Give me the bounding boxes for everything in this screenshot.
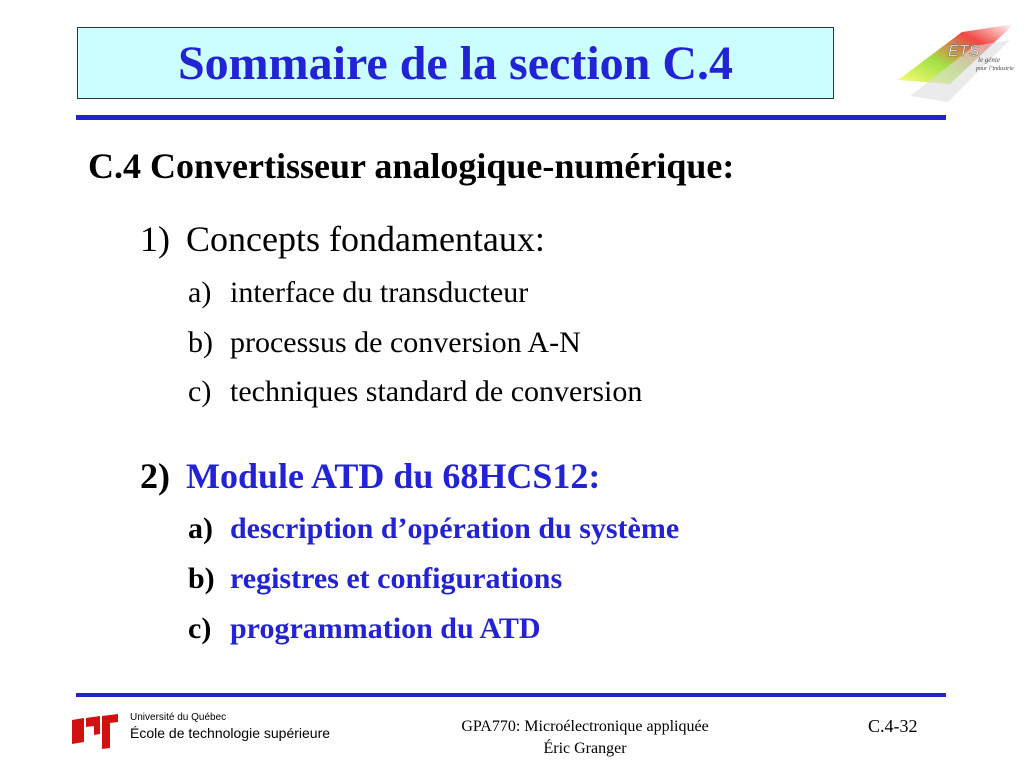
section-1-item-c xyxy=(188,375,642,409)
section-1-item-b xyxy=(188,326,581,360)
ets-logo-tagline-2: pour l’industrie xyxy=(976,66,1014,72)
section-1-item-c-letter: c) xyxy=(188,375,212,408)
footer-school: École de technologie supérieure xyxy=(130,725,331,741)
uq-ets-logo-icon xyxy=(70,712,120,750)
section-2-label: Module ATD du 68HCS12: xyxy=(186,456,601,496)
section-2-item-b-letter: b) xyxy=(188,562,215,595)
section-1-item-b-letter: b) xyxy=(188,326,213,359)
section-1-item-a xyxy=(188,276,528,310)
section-2-item-a xyxy=(188,512,679,546)
ets-logo-tagline-1: le génie xyxy=(978,56,1000,64)
section-1-item-a-letter: a) xyxy=(188,276,212,309)
section-2-item-b xyxy=(188,562,562,596)
ets-logo-letters: ÉTS xyxy=(948,43,980,60)
slide-title: Sommaire de la section C.4 xyxy=(177,36,734,90)
section-1-number: 1) xyxy=(140,219,170,259)
section-1-row xyxy=(140,218,545,260)
section-2-number: 2) xyxy=(140,456,170,496)
section-heading: C.4 Convertisseur analogique-numérique: xyxy=(88,146,735,186)
footer-university: Université du Québec xyxy=(130,712,227,723)
section-1-item-a-text: interface du transducteur xyxy=(230,276,529,309)
section-2-row xyxy=(140,455,600,497)
section-1-label: Concepts fondamentaux: xyxy=(186,219,545,259)
section-2-item-a-letter: a) xyxy=(188,512,213,545)
section-1-item-b-text: processus de conversion A-N xyxy=(230,326,581,359)
section-2-item-a-text: description d’opération du système xyxy=(230,512,680,545)
page-number: C.4-32 xyxy=(868,716,918,736)
top-divider xyxy=(76,115,946,120)
section-1-item-c-text: techniques standard de conversion xyxy=(230,375,643,408)
section-2-item-c-text: programmation du ATD xyxy=(230,612,541,645)
ets-logo xyxy=(892,6,1020,106)
section-2-item-c-letter: c) xyxy=(188,612,212,645)
section-2-item-b-text: registres et configurations xyxy=(230,562,563,595)
footer-course: GPA770: Microélectronique appliquée xyxy=(461,718,709,735)
bottom-divider xyxy=(76,693,946,697)
section-2-item-c xyxy=(188,612,541,646)
slide-title-box xyxy=(77,27,834,99)
footer-course-info xyxy=(390,716,780,760)
footer-author: Éric Granger xyxy=(543,740,627,757)
